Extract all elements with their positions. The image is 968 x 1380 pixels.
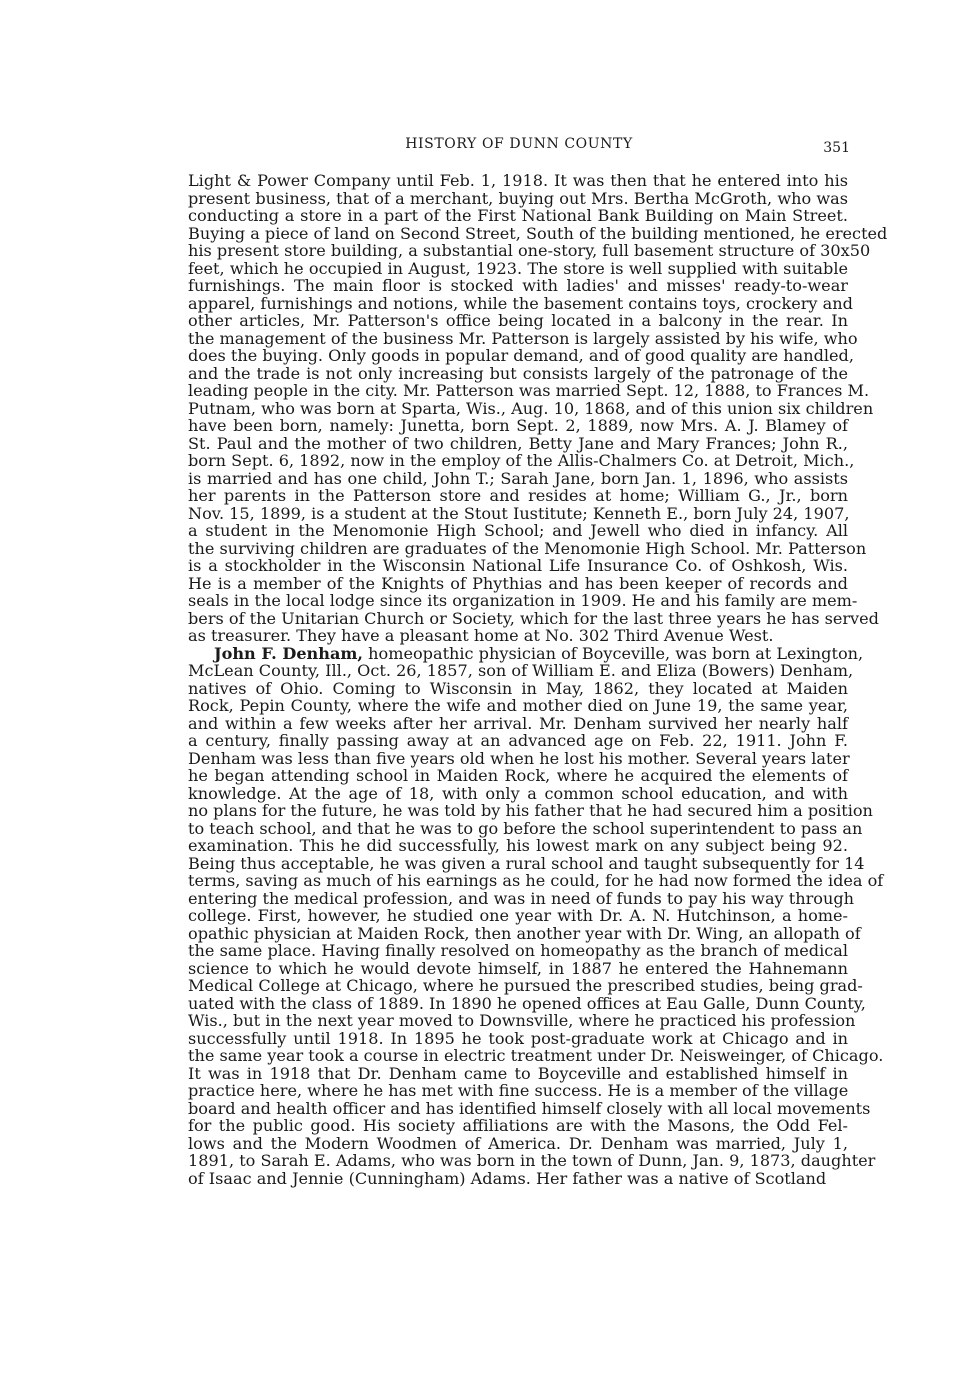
text-line: her parents in the Patterson store and resides at home; William G., Jr., born (188, 486, 848, 505)
text-line: opathic physician at Maiden Rock, then another year with Dr. Wing, an allopath of (188, 923, 861, 943)
text-line: conducting a store in a part of the First National Bank Building on Main Street. (188, 206, 848, 225)
text-line: the management of the business Mr. Patterson is largely assisted by his wife, who (188, 328, 858, 348)
text-line: successfully until 1918. In 1895 he took post-graduate work at Chicago and in (188, 1028, 848, 1048)
text-line: seals in the local lodge since its organization in 1909. He and his family are mem- (188, 591, 858, 610)
page-header (188, 136, 850, 156)
text-line: Light & Power Company until Feb. 1, 1918. It was then that he entered into his (188, 171, 848, 190)
text-line: to teach school, and that he was to go before the school superintendent to pass an (188, 818, 863, 838)
text-line: 1891, to Sarah E. Adams, who was born in the town of Dunn, Jan. 9, 1873, daughter (188, 1151, 876, 1170)
text-line: science to which he would devote himself, in 1887 he entered the Hahnemann (188, 958, 848, 978)
text-line: the same place. Having finally resolved on homeopathy as the branch of medical (188, 941, 848, 960)
text-line: It was in 1918 that Dr. Denham came to Boyceville and established himself in (188, 1063, 848, 1083)
text-line: a century, finally passing away at an advanced age on Feb. 22, 1911. John F. (188, 731, 848, 750)
text-line: natives of Ohio. Coming to Wisconsin in May, 1862, they located at Maiden (188, 678, 848, 698)
biography-name: John F. Denham, (214, 643, 364, 663)
text-line: St. Paul and the mother of two children, Betty Jane and Mary Frances; John R., (188, 433, 848, 453)
running-title: HISTORY OF DUNN COUNTY (405, 136, 633, 152)
text-line: Buying a piece of land on Second Street, South of the building mentioned, he erected (188, 223, 888, 243)
text-line: leading people in the city. Mr. Patterson was married Sept. 12, 1888, to Frances M. (188, 381, 870, 400)
text-line: Medical College at Chicago, where he pursued the prescribed studies, being grad- (188, 976, 863, 995)
text-line: lows and the Modern Woodmen of America. Dr. Denham was married, July 1, (188, 1133, 848, 1153)
text-line: no plans for the future, he was told by his father that he had secured him a position (188, 801, 873, 820)
paragraph-denham (188, 643, 884, 1188)
paragraph-patterson (188, 171, 888, 645)
text-line: furnishings. The main floor is stocked with ladies' and misses' ready-to-wear (188, 276, 848, 295)
first-line-rest: homeopathic physician of Boyceville, was born at Lexington, (363, 643, 864, 663)
text-line: is a stockholder in the Wisconsin National Life Insurance Co. of Oshkosh, Wis. (188, 556, 848, 575)
text-line: feet, which he occupied in August, 1923. The store is well supplied with suitable (188, 258, 848, 278)
text-line: Wis., but in the next year moved to Downsville, where he practiced his profession (188, 1011, 856, 1030)
text-line: have been born, namely: Junetta, born Sept. 2, 1889, now Mrs. A. J. Blamey of (188, 416, 848, 435)
text-line: practice here, where he has met with fine success. He is a member of the village (188, 1081, 849, 1100)
text-line: Putnam, who was born at Sparta, Wis., Aug. 10, 1868, and of this union six children (188, 398, 874, 418)
text-line: the surviving children are graduates of the Menomonie High School. Mr. Patterson (188, 538, 867, 558)
text-line: his present store building, a substantial one-story, full basement structure of 30x50 (188, 241, 871, 260)
text-line: He is a member of the Knights of Phythias and has been keeper of records and (188, 573, 848, 593)
text-line: is married and has one child, John T.; Sarah Jane, born Jan. 1, 1896, who assists (188, 468, 848, 488)
page-number: 351 (823, 140, 850, 156)
text-line: bers of the Unitarian Church or Society, which for the last three years he has served (188, 608, 879, 628)
text-line: born Sept. 6, 1892, now in the employ of the Allis-Chalmers Co. at Detroit, Mich., (188, 451, 855, 470)
text-line: entering the medical profession, and was in need of funds to pay his way through (188, 888, 854, 908)
text-line: of Isaac and Jennie (Cunningham) Adams. Her father was a native of Scotland (188, 1168, 827, 1188)
text-line: a student in the Menomonie High School; and Jewell who died in infancy. All (188, 521, 848, 540)
text-line: Rock, Pepin County, where the wife and mother died on June 19, the same year, (188, 696, 848, 715)
text-line: examination. This he did successfully, his lowest mark on any subject being 92. (188, 836, 848, 855)
text-line: knowledge. At the age of 18, with only a common school education, and with (188, 783, 848, 803)
body-text (188, 171, 888, 1188)
text-line: the same year took a course in electric treatment under Dr. Neisweinger, of Chicago. (188, 1046, 884, 1065)
text-line: and within a few weeks after her arrival. Mr. Denham survived her nearly half (188, 713, 848, 733)
text-line: does the buying. Only goods in popular demand, and of good quality are handled, (188, 346, 854, 365)
text-line: uated with the class of 1889. In 1890 he opened offices at Eau Galle, Dunn County, (188, 993, 866, 1013)
text-line: Nov. 15, 1899, is a student at the Stout Iustitute; Kenneth E., born July 24, 1907, (188, 503, 850, 523)
text-line: for the public good. His society affiliations are with the Masons, the Odd Fel- (188, 1116, 848, 1135)
text-line: terms, saving as much of his earnings as he could, for he had now formed the idea of (188, 871, 884, 890)
text-line: other articles, Mr. Patterson's office being located in a balcony in the rear. In (188, 311, 848, 330)
text-line: present business, that of a merchant, buying out Mrs. Bertha McGroth, who was (188, 188, 848, 208)
text-line: Being thus acceptable, he was given a rural school and taught subsequently for 14 (188, 853, 865, 873)
text-line: he began attending school in Maiden Rock, where he acquired the elements of (188, 766, 848, 785)
text-line: Denham was less than five years old when he lost his mother. Several years later (188, 748, 850, 768)
text-line: as treasurer. They have a pleasant home at No. 302 Third Avenue West. (188, 626, 774, 645)
text-line: college. First, however, he studied one year with Dr. A. N. Hutchinson, a home- (188, 906, 848, 925)
text-line: McLean County, Ill., Oct. 26, 1857, son of William E. and Eliza (Bowers) Denham, (188, 661, 854, 680)
text-line: apparel, furnishings and notions, while the basement contains toys, crockery and (188, 293, 853, 313)
text-line (188, 643, 864, 663)
text-line: board and health officer and has identified himself closely with all local movements (188, 1098, 871, 1118)
text-line: and the trade is not only increasing but consists largely of the patronage of the (188, 363, 848, 383)
